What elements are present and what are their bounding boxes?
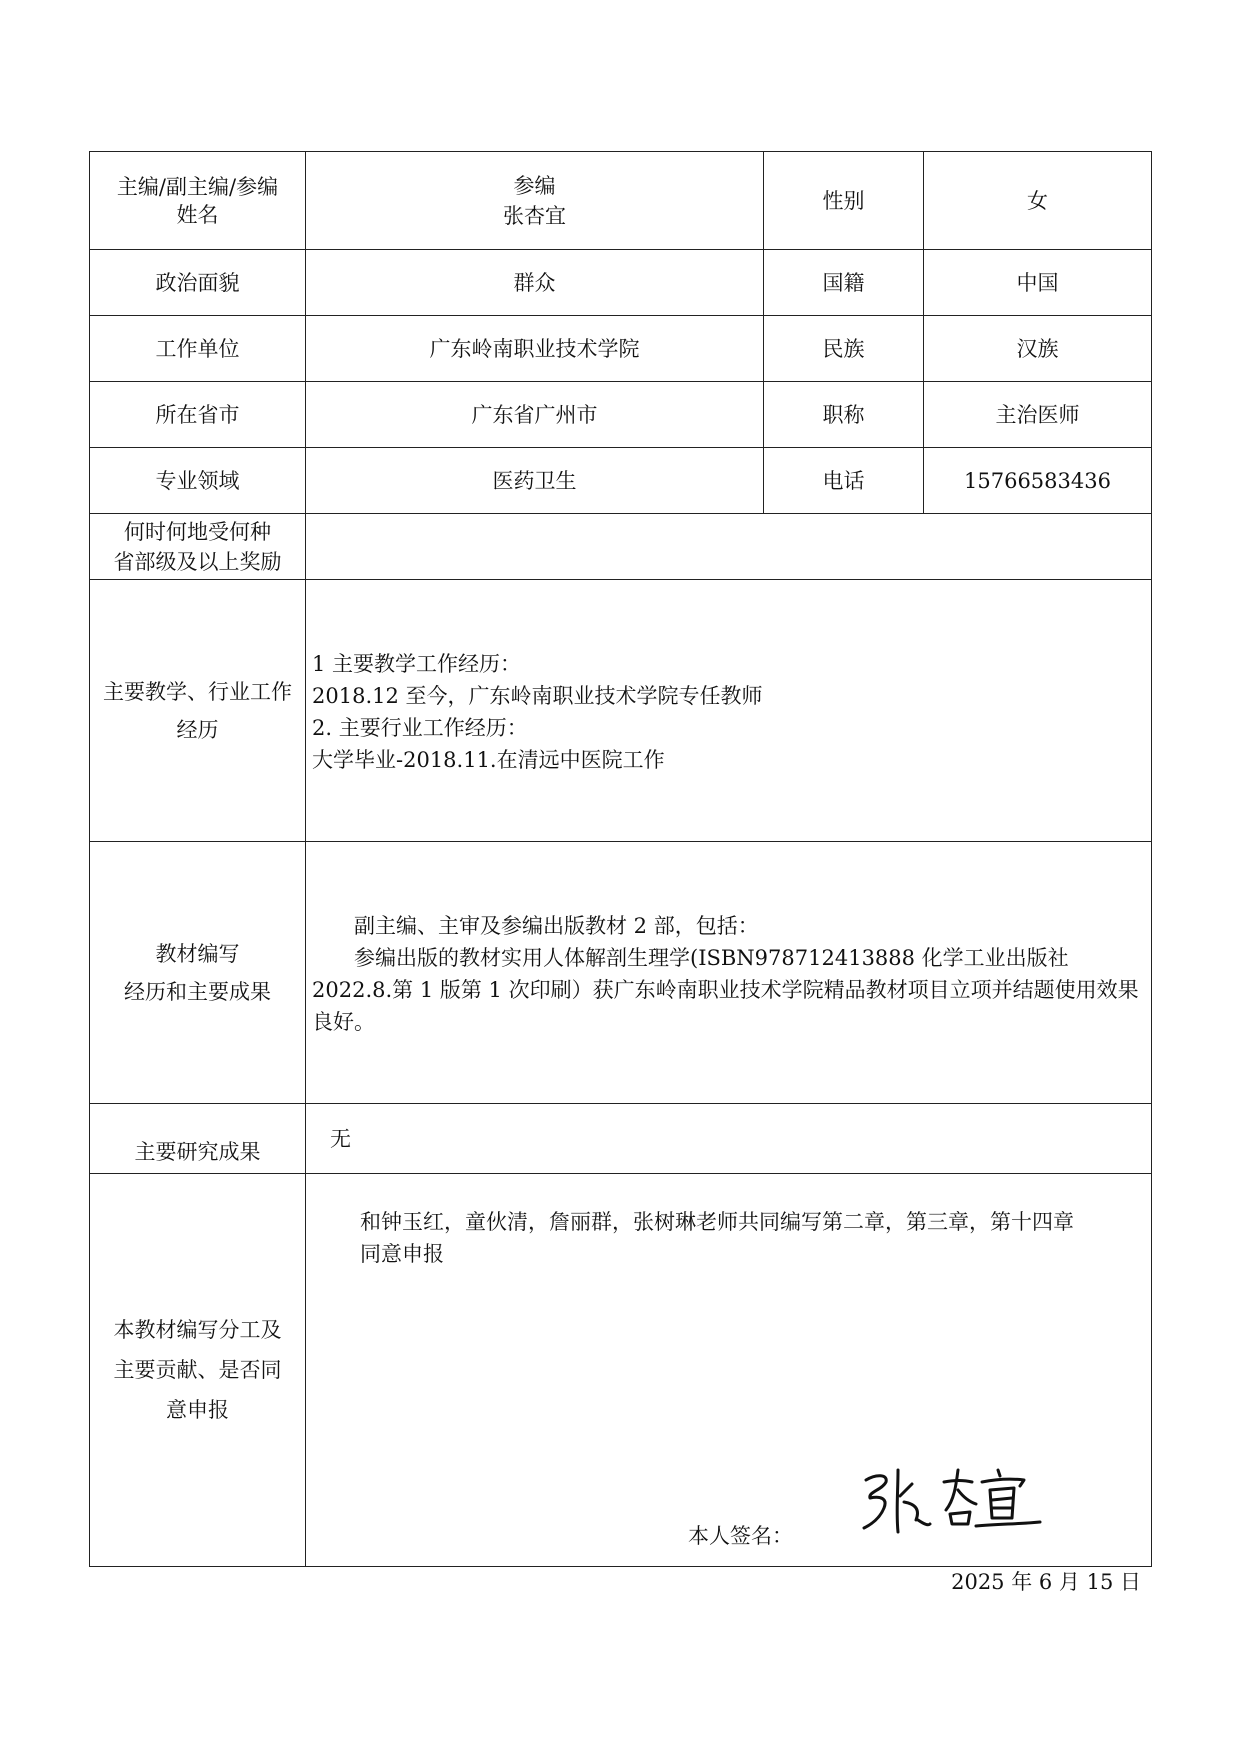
division-label: 本教材编写分工及主要贡献、是否同意申报 xyxy=(90,1174,306,1567)
textbook-line: 副主编、主审及参编出版教材 2 部，包括： xyxy=(354,913,759,938)
phone-label: 电话 xyxy=(764,448,924,514)
political-value: 群众 xyxy=(306,250,764,316)
textbook-line: 参编出版的教材实用人体解剖生理学(ISBN978712413888 化学工业出版社 2022.8.第 1 版第 1 次印刷）获广东岭南职业技术学院精品教材项目立项并结题使用效果良好。 xyxy=(312,945,1139,1034)
workplace-value: 广东岭南职业技术学院 xyxy=(306,316,764,382)
row-name xyxy=(90,152,1152,250)
signature-label: 本人签名： xyxy=(688,1524,793,1548)
application-form-table xyxy=(89,151,1152,1594)
research-value: 无 xyxy=(306,1104,1152,1174)
field-label: 专业领域 xyxy=(90,448,306,514)
row-province xyxy=(90,382,1152,448)
province-label: 所在省市 xyxy=(90,382,306,448)
row-political xyxy=(90,250,1152,316)
research-label: 主要研究成果 xyxy=(90,1104,306,1174)
workplace-label: 工作单位 xyxy=(90,316,306,382)
political-label: 政治面貌 xyxy=(90,250,306,316)
nationality-label: 国籍 xyxy=(764,250,924,316)
gender-value: 女 xyxy=(924,152,1152,250)
experience-label: 主要教学、行业工作经历 xyxy=(90,580,306,842)
row-research xyxy=(90,1104,1152,1174)
gender-label: 性别 xyxy=(764,152,924,250)
ethnicity-label: 民族 xyxy=(764,316,924,382)
title-value: 主治医师 xyxy=(924,382,1152,448)
textbook-label: 教材编写 经历和主要成果 xyxy=(90,842,306,1104)
handwritten-signature xyxy=(858,1462,1048,1542)
award-value xyxy=(306,514,1152,580)
experience-line: 2018.12 至今，广东岭南职业技术学院专任教师 xyxy=(312,683,763,708)
row-division xyxy=(90,1174,1152,1567)
nationality-value: 中国 xyxy=(924,250,1152,316)
phone-value: 15766583436 xyxy=(924,448,1152,514)
row-workplace xyxy=(90,316,1152,382)
sign-date: 2025 年 6 月 15 日 xyxy=(951,1570,1141,1594)
experience-line: 1 主要教学工作经历： xyxy=(312,651,522,676)
row-textbook xyxy=(90,842,1152,1104)
title-label: 职称 xyxy=(764,382,924,448)
row-award xyxy=(90,514,1152,580)
division-line: 同意申报 xyxy=(360,1242,444,1266)
experience-line: 大学毕业-2018.11.在清远中医院工作 xyxy=(312,747,665,772)
award-label: 何时何地受何种 省部级及以上奖励 xyxy=(90,514,306,580)
name-value: 参编 张杏宜 xyxy=(306,152,764,250)
field-value: 医药卫生 xyxy=(306,448,764,514)
row-experience xyxy=(90,580,1152,842)
ethnicity-value: 汉族 xyxy=(924,316,1152,382)
division-line: 和钟玉红，童伙清，詹丽群，张树琳老师共同编写第二章，第三章，第十四章 xyxy=(360,1210,1074,1234)
name-label: 主编/副主编/参编 姓名 xyxy=(90,152,306,250)
experience-content xyxy=(306,580,1152,842)
row-field xyxy=(90,448,1152,514)
textbook-content xyxy=(306,842,1152,1104)
division-content xyxy=(306,1174,1152,1594)
experience-line: 2. 主要行业工作经历： xyxy=(312,715,528,740)
province-value: 广东省广州市 xyxy=(306,382,764,448)
